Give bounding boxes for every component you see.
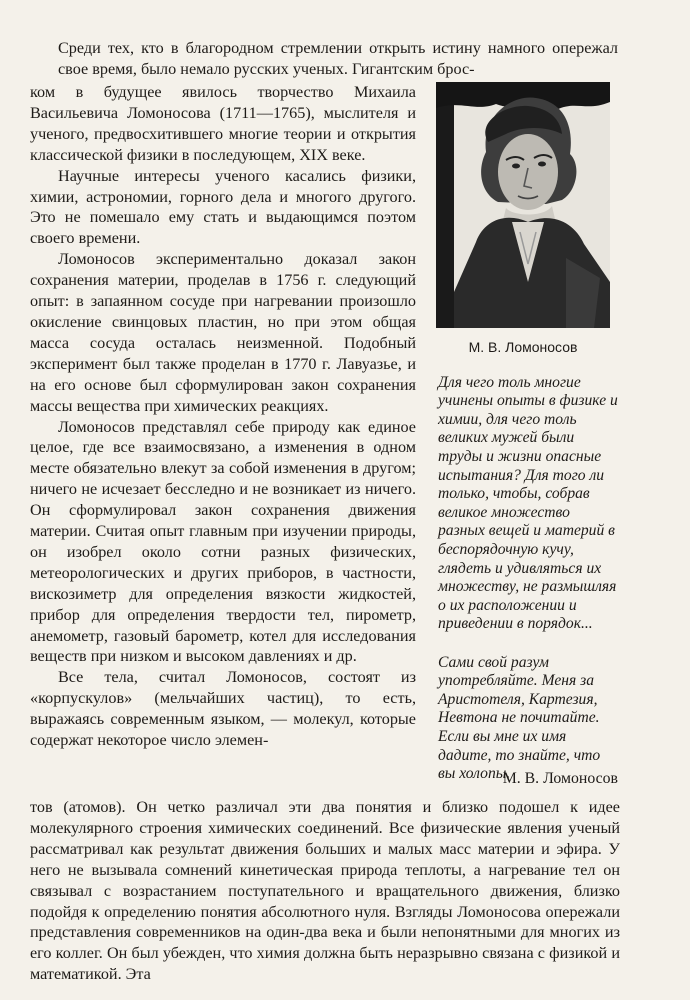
quote-author: М. В. Ломоносов [502, 770, 618, 787]
paragraph-4: Ломоносов представлял себе природу как единое целое, где все взаимосвязано, а изменения в одном месте обязательно влекут за собой изменения в другом; ничего не исчезает бесследно и не возникает из ничего. Он сформулировал закон сохранения движения материи. Считая опыт главным при изучении природы, он изобрел около сотни разных физических, метеорологических и других приборов, в частности, вискозиметр для определения вязкости жидкостей, прибор для определения твердости тел, пирометр, анемометр, газовый барометр, котел для исследования веществ при низком и высоком давлениях и др. [30, 417, 416, 666]
portrait-caption: М. В. Ломоносов [468, 339, 578, 355]
paragraph-2: Научные интересы ученого касались физики, химии, астрономии, горного дела и многого другого. Это не помешало ему стать и выдающимся поэтом своего времени. [30, 166, 416, 248]
quote-block-2: Сами свой разум употребляйте. Меня за Аристотеля, Картезия, Невтона не почитайте. Если вы мне их имя дадите, то знайте, что вы холопы. [438, 653, 601, 783]
main-text-column [30, 82, 416, 751]
paragraph-3: Ломоносов экспериментально доказал закон сохранения материи, проделав в 1756 г. следующий опыт: в запаянном сосуде при нагревании произошло окисление свинцовых пластин, но при этом общая масса сосуда осталась неизменной. Подобный эксперимент был также проделан в 1770 г. Лавуазье, и на его основе был сформулирован закон сохранения массы вещества при химических реакциях. [30, 250, 416, 415]
intro-paragraph: Среди тех, кто в благородном стремлении открыть истину намного опережал свое время, было немало русских ученых. Гигантским брос- [58, 39, 618, 78]
lomonosov-portrait [436, 82, 610, 328]
paragraph-5: Все тела, считал Ломоносов, состоят из «корпускулов» (мельчайших частиц), то есть, выражаясь современным языком, — молекул, которые содержат некоторое число элемен- [30, 668, 416, 750]
quote-block-1: Для чего толь многие учинены опыты в физике и химии, для чего толь великих мужей были труды и жизни опасные испытания? Для того ли только, чтобы, собрав великое множество разных вещей и материй в беспорядочную кучу, глядеть и удивляться их множеству, не размышляя о их расположении и приведении в порядок... [438, 373, 618, 633]
bottom-paragraph: тов (атомов). Он четко различал эти два понятия и близко подошел к идее молекулярного строения химических соединений. Все физические явления ученый рассматривал как результат движения больших и малых масс материи и эфира. У него не вызывала сомнений кинетическая природа теплоты, а нагревание тел он связывал с возрастанием поступательного и вращательного движения, близко подойдя к определению понятия абсолютного нуля. Взгляды Ломоносова опережали представления современников на один-два века и были непонятными для многих из его коллег. Он был убежден, что химия должна быть неразрывно связана с физикой и математикой. Эта [30, 798, 620, 984]
paragraph-1: ком в будущее явилось творчество Михаила Васильевича Ломоносова (1711—1765), мыслителя и ученого, предвосхитившего многие теории и открытия классической физики в последующем, XIX веке. [30, 83, 416, 164]
